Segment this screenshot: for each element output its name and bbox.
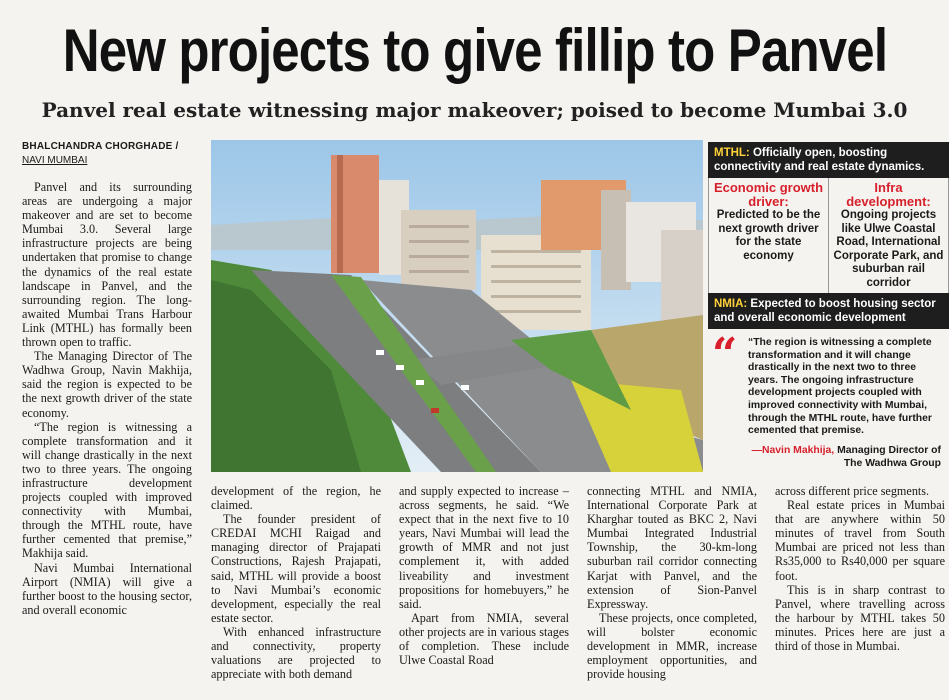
paragraph: The founder president of CREDAI MCHI Raigad and managing director of Prajapati Constructions, Rajesh Prajapati, said, MTHL will provide a boost to Navi Mumbai’s economic development, especially the real estate sector.	[211, 512, 381, 625]
article-column-3	[399, 484, 569, 667]
paragraph: and supply expected to increase – across segments, he said. “We expect that in the next five to 10 years, Navi Mumbai will lead the growth of MMR and not just complement it, with added liveability and investment propositions for homebuyers,” he said.	[399, 484, 569, 611]
factbox-sidebar	[708, 142, 949, 490]
skyline-photo-illustration	[211, 140, 703, 472]
factbox-mthl-key: MTHL:	[714, 147, 750, 159]
paragraph: “The region is witnessing a complete transformation and it will change drastically in the next two to three years. The ongoing infrastructure development projects coupled with improved connectivity with Mumbai, through the MTHL route, have further cemented that premise,” Makhija said.	[22, 419, 192, 561]
factbox-mthl-text: Officially open, boosting connectivity and real estate dynamics.	[714, 147, 925, 173]
paragraph: Navi Mumbai International Airport (NMIA) will give a further boost to the housing sector, and overall economic	[22, 560, 192, 617]
pull-quote-title: Managing Director of The Wadhwa Group	[837, 444, 941, 469]
headline	[0, 6, 949, 94]
paragraph: With enhanced infrastructure and connectivity, property valuations are projected to appreciate with both demand	[211, 624, 381, 682]
pull-quote-text: “The region is witnessing a complete transformation and it will change drastically in the next two to three years. The ongoing infrastructure development projects coupled with improved connectivity with Mumbai, through the MTHL route, have further cemented that premise.	[748, 337, 932, 437]
skyline-photo	[211, 140, 703, 472]
paragraph: across different price segments.	[775, 484, 930, 498]
factbox-infra-text: Ongoing projects like Ulwe Coastal Road, International Corporate Park, and suburban rail corridor	[833, 209, 944, 289]
factbox-infra	[829, 178, 949, 293]
paragraph: Real estate prices in Mumbai that are anywhere within 50 minutes of travel from South Mumbai are priced not less than Rs35,000 to Rs40,000 per square foot.	[775, 498, 945, 583]
factbox-grid	[708, 178, 949, 293]
pull-quote-attribution	[748, 444, 941, 470]
paragraph: connecting MTHL and NMIA, International Corporate Park at Kharghar touted as BKC 2, Navi Mumbai Integrated Industrial Township, the 30-km-long suburban rail corridor connecting Karjat with Panvel, and the extension of Sion-Panvel Expressway.	[587, 484, 757, 611]
paragraph: Panvel and its surrounding areas are undergoing a major makeover and are set to become Mumbai 3.0. Several large infrastructure projects are being undertaken that promise to change the dynamics of the real estate landscape in Panvel, and the surrounding region. The long-awaited Mumbai Trans Harbour Link (MTHL) has formally been thrown open to traffic.	[22, 180, 192, 350]
factbox-economic-title: Economic growth driver:	[713, 180, 824, 209]
factbox-nmia	[708, 293, 949, 329]
article-column-5	[775, 484, 945, 653]
factbox-mthl	[708, 142, 949, 178]
byline	[22, 140, 202, 168]
paragraph: These projects, once completed, will bolster economic development in MMR, increase employment opportunities, and provide housing	[587, 610, 757, 682]
paragraph: development of the region, he claimed.	[211, 484, 381, 513]
paragraph: The Managing Director of The Wadhwa Group, Navin Makhija, said the region is expected to be the next growth driver of the state economy.	[22, 349, 192, 420]
factbox-economic	[709, 178, 829, 293]
headline-text: New projects to give fillip to Panvel	[62, 16, 887, 84]
paragraph: Apart from NMIA, several other projects are in various stages of completion. These include Ulwe Coastal Road	[399, 610, 569, 668]
pull-quote	[708, 329, 949, 470]
factbox-nmia-key: NMIA:	[714, 298, 748, 310]
byline-location: NAVI MUMBAI	[22, 155, 88, 166]
paragraph: This is in sharp contrast to Panvel, where travelling across the harbour by MTHL takes 50 minutes. Prices here are just a third of those in Mumbai.	[775, 582, 945, 654]
factbox-economic-text: Predicted to be the next growth driver for the state economy	[716, 209, 821, 262]
article-column-1	[22, 180, 192, 617]
pull-quote-name: —Navin Makhija,	[751, 444, 835, 456]
article-column-2	[211, 484, 381, 681]
subheadline: Panvel real estate witnessing major makeover; poised to become Mumbai 3.0	[41, 98, 908, 122]
factbox-nmia-text: Expected to boost housing sector and overall economic development	[714, 298, 936, 324]
byline-author: BHALCHANDRA CHORGHADE /	[22, 141, 179, 152]
article-column-4	[587, 484, 757, 681]
factbox-infra-title: Infra development:	[846, 180, 931, 209]
quote-mark-icon: “	[712, 329, 738, 380]
